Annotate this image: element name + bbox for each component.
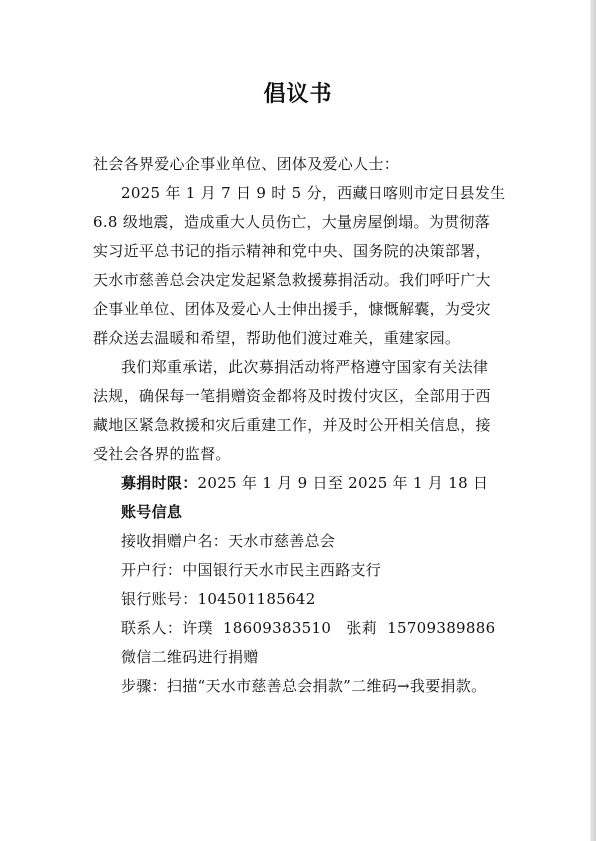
account-info-heading: 账号信息 [121,503,183,521]
donation-period [121,473,488,493]
wechat-qr-note: 微信二维码进行捐赠 [121,648,259,666]
paragraph-2-line: 法规，确保每一笔捐赠资金都将及时拨付灾区，全部用于西 [93,387,491,405]
paragraph-2-line: 我们郑重承诺，此次募捐活动将严格遵守国家有关法律 [121,358,489,376]
paragraph-1-line: 天水市慈善总会决定发起紧急救援募捐活动。我们呼吁广大 [93,271,491,289]
document-title: 倡议书 [263,81,333,107]
bank-branch: 开户行：中国银行天水市民主西路支行 [121,561,382,579]
paragraph-1-line: 6.8 级地震，造成重大人员伤亡，大量房屋倒塌。为贯彻落 [93,213,491,231]
paragraph-2-line: 藏地区紧急救援和灾后重建工作，并及时公开相关信息，接 [93,416,491,434]
donation-period-value: 2025 年 1 月 9 日至 2025 年 1 月 18 日 [197,474,489,492]
recipient-name: 接收捐赠户名：天水市慈善总会 [121,532,336,550]
contact-persons: 联系人：许璞 18609383510 张莉 15709389886 [121,619,496,637]
donation-period-label: 募捐时限： [121,474,198,492]
salutation: 社会各界爱心企事业单位、团体及爱心人士： [93,155,400,173]
bank-account-number: 银行账号：104501185642 [121,590,316,608]
paragraph-1-line: 企事业单位、团体及爱心人士伸出援手，慷慨解囊，为受灾 [93,300,491,318]
donation-steps: 步骤：扫描“天水市慈善总会捐款”二维码→我要捐款。 [121,677,487,695]
paragraph-1-line: 2025 年 1 月 7 日 9 时 5 分，西藏日喀则市定日县发生 [121,184,506,202]
paragraph-2-line: 受社会各界的监督。 [93,445,231,463]
paragraph-1-line: 实习近平总书记的指示精神和党中央、国务院的决策部署， [93,242,491,260]
page-edge-shadow [590,0,596,841]
paragraph-1-line: 群众送去温暖和希望，帮助他们渡过难关，重建家园。 [93,329,461,347]
